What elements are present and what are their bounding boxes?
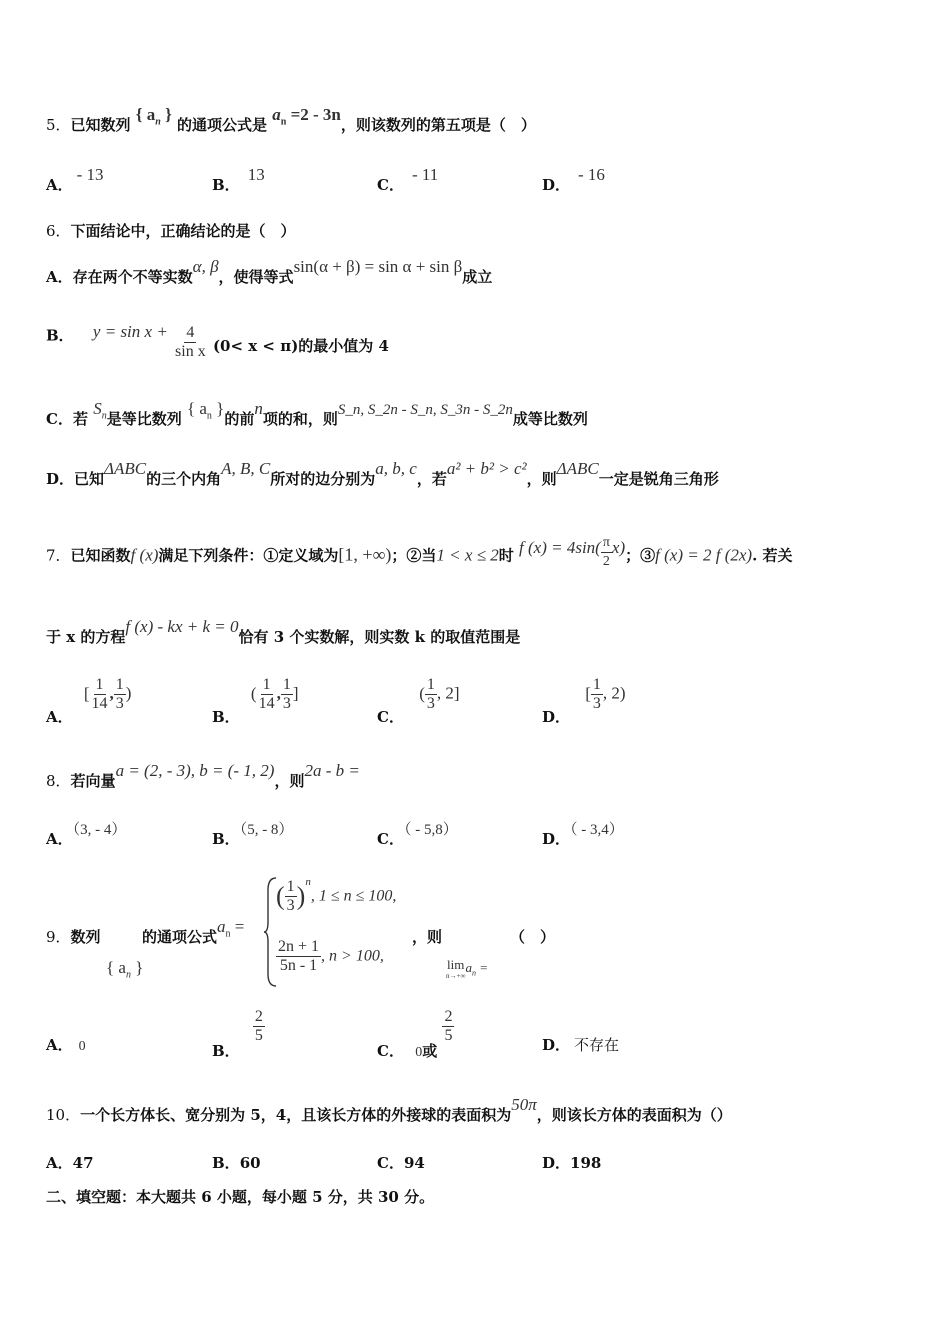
q9-option-c[interactable]: C． 0或 $\frac{2}{5}$ xyxy=(377,1008,453,1060)
q7-stem: 7．已知函数f (x)满足下列条件：①定义域为[1, +∞)；②当1 < x ≤ 2时 f (x) = 4sin( $\frac{\pi}{2}$ x)；③f (x) = 2 f (2x). 若关 xyxy=(46,535,793,569)
q8-option-b[interactable]: B．（5, - 8） xyxy=(212,822,294,848)
q5-option-b[interactable]: B．13 xyxy=(212,165,265,194)
q10-number: 10． xyxy=(46,1106,81,1124)
q9-then: ，则 xyxy=(412,928,443,946)
q9-stem: 9．数列 xyxy=(46,928,101,946)
q10-option-d[interactable]: D．198 xyxy=(542,1154,602,1172)
q9-option-d[interactable]: D． 不存在 xyxy=(542,1036,620,1054)
q6-option-d[interactable]: D．已知ΔABC的三个内角A, B, C所对的边分别为a, b, c，若a² + b² > c²，则ΔABC一定是锐角三角形 xyxy=(46,459,719,488)
q5-formula: $a_n =2 - 3n$ xyxy=(272,105,341,128)
q9-number: 9． xyxy=(46,928,71,946)
q6-stem: 6．下面结论中，正确结论的是（ ） xyxy=(46,222,296,240)
q6-option-b[interactable]: B． y = sin x + $\frac{4}{\text{sin x}}$ (0< x < π)的最小值为 4 xyxy=(46,321,389,360)
q8-number: 8． xyxy=(46,772,71,790)
q8-option-d[interactable]: D．（ - 3,4） xyxy=(542,822,624,848)
q6-number: 6． xyxy=(46,222,71,240)
q7-option-d[interactable]: D． [ $\frac{1}{3}$ , 2) xyxy=(542,676,626,726)
q5-option-c[interactable]: C．- 11 xyxy=(377,165,439,194)
q6-option-c[interactable]: C．若 $S_n$是等比数列 { $a_n$ }的前n项的和，则S_n, S_2n - S_n, S_3n - S_2n成等比数列 xyxy=(46,399,588,428)
q10-option-c[interactable]: C．94 xyxy=(377,1154,425,1172)
q9-limit: lim n→+∞ $a_n$ = xyxy=(446,957,488,980)
q7-option-a[interactable]: A． [ $\frac{1}{14}$ , $\frac{1}{3}$ ) xyxy=(46,676,132,726)
q5-stem: 5．已知数列 { $a_n$ } 的通项公式是 $a_n =2 - 3n$，则该数列的第五项是（ ） xyxy=(46,105,536,134)
q10-option-a[interactable]: A．47 xyxy=(46,1154,94,1172)
q9-case-2: $\frac{2n + 1}{5n - 1}$ , n > 100, xyxy=(278,938,384,974)
q7-option-b[interactable]: B． ( $\frac{1}{14}$ , $\frac{1}{3}$ ] xyxy=(212,676,299,726)
q8-stem: 8．若向量a = (2, - 3), b = (- 1, 2)，则2a - b = xyxy=(46,761,360,790)
q9-answer-blank: （ ） xyxy=(510,928,556,946)
q9-case-1: ( $\frac{1}{3}$ )$^n$, 1 ≤ n ≤ 100, xyxy=(276,875,397,914)
q7-number: 7． xyxy=(46,546,71,565)
q8-option-a[interactable]: A．（3, - 4） xyxy=(46,822,127,848)
q10-option-b[interactable]: B．60 xyxy=(212,1154,261,1172)
q9-option-b[interactable]: B． $\frac{2}{5}$ xyxy=(212,1008,263,1060)
section-2-heading: 二、填空题：本大题共 6 小题，每小题 5 分，共 30 分。 xyxy=(46,1188,435,1206)
q7-stem-line2: 于 x 的方程f (x) - kx + k = 0恰有 3 个实数解，则实数 k 的取值范围是 xyxy=(46,617,521,646)
q8-option-c[interactable]: C．（ - 5,8） xyxy=(377,822,458,848)
q5-sequence: { $a_n$ } xyxy=(135,105,172,128)
q6-option-a[interactable]: A．存在两个不等实数α, β，使得等式sin(α + β) = sin α + sin β成立 xyxy=(46,257,493,286)
q5-option-d[interactable]: D．- 16 xyxy=(542,165,605,194)
q10-stem: 10．一个长方体长、宽分别为 5，4，且该长方体的外接球的表面积为50π，则该长方体的表面积为（） xyxy=(46,1095,732,1124)
q9-sequence: { $a_n$ } xyxy=(106,958,144,981)
q9-stem-formula-label: 的通项公式$a_n$ = xyxy=(142,917,245,946)
q5-option-a[interactable]: A．- 13 xyxy=(46,165,104,194)
q5-number: 5． xyxy=(46,116,71,134)
q9-option-a[interactable]: A． 0 xyxy=(46,1036,86,1054)
q7-option-c[interactable]: C． ( $\frac{1}{3}$ , 2] xyxy=(377,676,460,726)
